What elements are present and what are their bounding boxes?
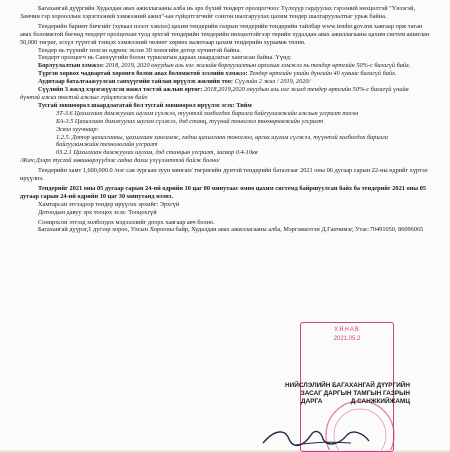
license-item-4: 1.2.5. Дотор цахилгааны, цахилгаан хангамж, гадна цахилгаан тоноглол, өргөх шугам сүлжээ, түүнтэй холбогдох барилга байгууламжийн технологийн угсралт [56,133,388,149]
contact-intro: Сонирхсон этгээд холбогдох мэдээллийг доорх хаягаар авч болно. [38,218,215,226]
handwritten-signature-icon [255,425,375,450]
license-item-5: 03.2.1 Цахилгаан дамжуулах шугам, дэд станцын угсралт, засвар 0.4-10кв [56,149,258,157]
deadline-paragraph: Тендерийг 2021 оны 05 дугаар сарын 24-нй өдрийн 10 цаг 00 минутаас өмнө цахим системд байршуулсан байх ба тендерийг 2021 оны 05 дугаар сарын 24-нй өдрийн 10 цаг 30 минутанд нээнэ. [20,184,427,200]
license-item-1: ЗТ-3.6 Цахилгаан дамжуулах шугам сүлжээ, түүнтэй холбогдох барилга байгууламжийн ажлын угсралт тесөл [56,109,359,117]
requirement-experience: Сүүлийн 3 жилд хэрэгжүүлсэн ижил төстэй ажлын өртөг: 2018,2019,2020 онуудын аль нэг жилд тендер өртгийн 50%-с багагүй үнийн дүнтэй ижил төстэй ажлыг гүйцэтгэсэн байх [20,86,409,101]
tender-docs-paragraph: Тендерийн баримт бичгийг (хуваал нээлт хэвлэл) цахим тендерийн газрын тендерийн тендерийн тайлбар www.tender.gov.mn хаягаар орж татан авах боломжтой бөгөөд тендерт оролцохын тулд эрхтэй тендерийн тендерийн нөхцөлтэйгээр төрийн худалдан авах ажиллагааны цахим систем ашиглан 50,000 төгрөг, эсхүл түүнтэй тэнцэх хэмжээний чөлөөт хөрвөх валютаар цахим тендерийн хураамж төлнө. [20,22,430,46]
guarantee-paragraph: Тендерийн хамт 1,600,000.0 /нэг сая зургаан зуун мянган/ төгрөгийн дүнтэй тендерийн баталгааг 2021 оны 06 дугаар сарын 22-ны өдрийг хүртэл ирүүлнэ. [20,167,428,183]
stamp-title: ХЯНАВ [334,327,360,333]
domestic-preference-line: Дотоодын давуу эрх тооцох эсэх: Тооцохгүй [38,208,157,216]
intro-paragraph: Багахангай дүүргийн Худалдан авах ажиллагааны алба нь эрх бүхий тендерт оролцогчоос Түлхүүр гардуулах гэрээний нөхцөлтэй "Үнзэгэй, Замчин гэр хорооллын хэрэглээний хэмжээний ажил"-ын гүйцэтгэгчийг сонгон шалгаруулах цахим тендер шалгаруулалтыг урьж байна. [20,5,416,20]
footer-signer: ДАРГА Д.САНЖКИЙЖАМЦ [301,398,410,405]
license-item-2: БА-3.5 Цахилгаан дамжуулах шугам сүлжээ, дэд станц, түүний тоноглол төхөөрөмжийн угсралт [56,117,324,125]
requirement-liquidity: Түргэн хөрвөх чадвартай хөрөнгө болон авах боломжтой зээлийн хэмжээ: Тендер өртгийн үнийн дүнгийн 40 хувиас багагүй байх. [38,70,397,78]
document-body [20,5,430,234]
contact-address: Багахангай дүүрэг,1 дүгээр хороо, Улсын Хорооны байр, Худалдан авах ажиллагааны алба, Мэргэжилтэн Д.Ганчимэг, Утас:70491050, 86096065 [38,226,424,234]
requirement-license: Тусгай зөвшөөрөл шаардлагатай бол тусгай зөвшөөрөл ирүүлэх эсэх: Тийм [38,101,252,109]
validity-paragraph: Тендер нь түүнийг нээсэн өдрөөс эхлэн 30 хоногийн дотор хүчинтэй байна. [38,46,241,54]
stamp-date: 2021.05.2 [333,336,361,342]
signature-block [150,382,410,406]
license-note: /Жич:Дээрх тусгай зөвшөөрлүүдээс гадна дахш үзүүлэлттэй байж болно/ [20,157,220,165]
joint-venture-line: Хамтарсан этгээдээр тендер ирүүлэх эрхийг: Эрхгүй [38,200,180,208]
footer-line-1: НИЙСЛЭЛИЙН БАГАХАНГАЙ ДҮҮРГИЙН [285,382,410,389]
footer-line-2: ЗАСАГ ДАРГЫН ТАМГЫН ГАЗРЫН [300,390,410,397]
requirement-sales: Борлуулалтын хэмжээ: 2018, 2019, 2020 онуудын аль нэг жилийн борлуулалтын орлогын хэмжээ нь тендер өртгийн 50%-с багагүй байх. [38,62,411,70]
license-item-3: Эсвэл хуучнаар: [56,125,99,133]
requirement-audit: Аудитаар баталгаажуулсан санхүүгийн тайлан ирүүлэх жилийн тоо: Сүүлийн 2 жил / 2019, 2020/ [38,78,311,86]
requirements-intro: Тендерт оролцогч нь Санхүүгийн болон туршлагын дараах шаардлагыг хангасан байна. Үүнд: [38,54,292,62]
